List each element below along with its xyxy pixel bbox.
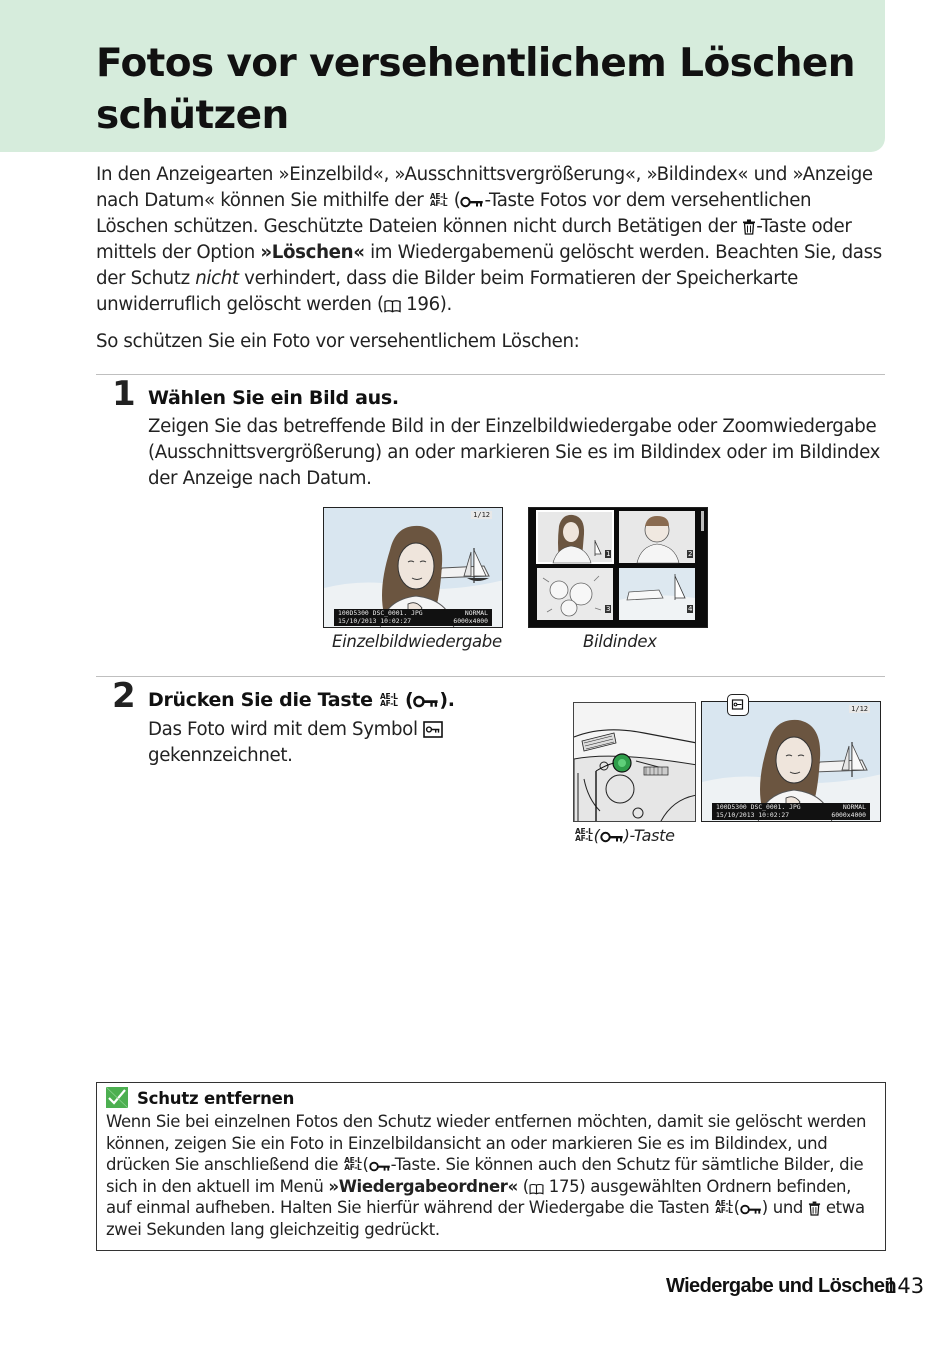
ae-l-af-l-icon: [715, 1200, 732, 1215]
intro-text: In den Anzeigearten »Einzelbild«, »Ausschnittsvergrößerung«, »Bildindex« und »Anzeige nach Datum« können Sie mithilfe der: [96, 164, 873, 211]
step-body: [148, 717, 478, 769]
intro-text: -Taste Fotos vor dem versehentlichen Löschen schützen. Geschützte Dateien können nicht durch Betätigen der: [96, 190, 812, 237]
ae-l-af-l-icon: [380, 693, 398, 708]
image-size: 6000x4000: [831, 811, 866, 819]
protect-key-icon: [413, 695, 439, 708]
caption-protect-button: AE-L AF-L( )-Taste: [575, 826, 675, 845]
file-name: 100D5300 DSC_0001. JPG: [716, 803, 801, 811]
ae-l-label: AE-L: [429, 191, 448, 201]
note-text: Wenn Sie bei einzelnen Fotos den Schutz wieder entfernen möchten, damit sie gelöscht werden können, zeigen Sie ein Foto in Einzelbildansicht an oder markieren Sie es im Bildindex, und drücken Sie anschließend die: [106, 1112, 867, 1174]
step-heading-text: Drücken Sie die Taste: [148, 689, 373, 711]
thumbnail-number: 2: [688, 550, 693, 558]
note-body: Wenn Sie bei einzelnen Fotos den Schutz wieder entfernen möchten, damit sie gelöscht werden können, zeigen Sie ein Foto in Einzelbildansicht an oder markieren Sie es im Bildindex, und drücken Sie anschließend die AE-L AF-L( -Taste. Sie können auch den Schutz für sämtliche Bilder, die sich in den aktuell im Menü »Wiedergabeordner« ( 175) ausgewählten Ordnern befinden, auf einmal aufheben. Halten Sie hierfür während der Wiedergabe die Tasten AE-L AF-L( ) und etwa zwei Sekunden lang gleichzeitig gedrückt.: [106, 1112, 867, 1239]
footer-section-title: Wiedergabe und Löschen: [666, 1275, 896, 1297]
intro-emphasis: nicht: [195, 268, 239, 289]
image-size: 6000x4000: [453, 617, 488, 625]
thumbnail-grid: [529, 508, 708, 628]
caption-single-image: Einzelbildwiedergabe: [332, 632, 502, 651]
quality-info: [831, 803, 866, 819]
page-number: 143: [884, 1274, 925, 1298]
protected-image-screen: [701, 701, 881, 822]
note-title: Schutz entfernen: [137, 1089, 295, 1108]
thumbnail-number: 1: [606, 550, 611, 558]
ae-l-af-l-icon: [575, 828, 593, 843]
protect-key-icon: [740, 1204, 762, 1215]
thumbnail-number: 4: [688, 605, 693, 613]
note-text: ) und: [761, 1198, 804, 1217]
step-divider: [96, 374, 885, 375]
timestamp: 15/10/2013 10:02:27: [716, 811, 790, 819]
af-l-label: AF-L: [429, 199, 448, 208]
trash-icon: [742, 219, 756, 235]
ae-l-af-l-icon: [344, 1157, 361, 1172]
step-number: 1: [112, 374, 136, 414]
intro-text: 196).: [406, 294, 452, 315]
ae-l-label: AE-L: [715, 1198, 733, 1208]
protected-symbol-icon: [728, 695, 747, 714]
thumbnail-number: 3: [606, 605, 611, 613]
frame-counter: 1/12: [851, 705, 868, 713]
caption-text: )-Taste: [623, 826, 675, 845]
intro-option-name: »Löschen«: [260, 242, 365, 263]
single-image-screen: [323, 507, 503, 628]
protect-key-icon: [460, 196, 484, 208]
ae-l-label: AE-L: [575, 826, 593, 836]
trash-icon: [808, 1201, 821, 1216]
af-l-label: AF-L: [344, 1163, 362, 1172]
intro-text: -Taste oder mittels der Option: [96, 216, 852, 263]
af-l-label: AF-L: [380, 699, 398, 708]
intro-paragraph: In den Anzeigearten »Einzelbild«, »Ausschnittsvergrößerung«, »Bildindex« und »Anzeige nach Datum« können Sie mithilfe der AE-L AF-L ( -Taste Fotos vor dem versehentlichen Löschen schützen. Geschützte Dateien können nicht durch Betätigen der -Taste oder mittels der Option »Löschen« im Wiedergabemenü gelöscht werden. Beachten Sie, dass der Schutz nicht verhindert, dass die Bilder beim Formatieren der Speicherkarte unwiderruflich gelöscht werden ( 196).: [96, 164, 882, 315]
camera-illustration: [573, 702, 696, 822]
note-text: etwa zwei Sekunden lang gleichzeitig gedrückt.: [106, 1198, 865, 1239]
step-heading: Wählen Sie ein Bild aus.: [148, 387, 399, 409]
step-body: Zeigen Sie das betreffende Bild in der Einzelbildwiedergabe oder Zoomwiedergabe (Ausschnittsvergrößerung) an oder markieren Sie es im Bildindex oder im Bildindex der Anzeige nach Datum.: [148, 416, 881, 489]
lead-text: So schützen Sie ein Foto vor versehentlichem Löschen:: [96, 331, 580, 352]
frame-counter: 1/12: [473, 511, 490, 519]
step-number: 2: [112, 676, 136, 716]
image-quality: NORMAL: [464, 609, 488, 617]
intro-text: im Wiedergabemenü gelöscht werden. Beachten Sie, dass der Schutz: [96, 242, 882, 289]
step-body-text: Das Foto wird mit dem Symbol: [148, 719, 418, 740]
book-reference-icon: [529, 1183, 544, 1195]
af-l-label: AF-L: [575, 834, 593, 843]
photo-info-bar: [334, 609, 492, 626]
note-menu-name: »Wiedergabeordner«: [328, 1176, 518, 1196]
step-body-text: gekennzeichnet.: [148, 745, 293, 766]
photo-info-bar: [712, 803, 870, 820]
page-title: Fotos vor versehentlichem Löschen schützen: [96, 41, 855, 138]
note-text: 175) ausgewählten Ordnern befinden, auf einmal aufheben. Halten Sie hierfür während der Wiedergabe die Tasten: [106, 1176, 852, 1217]
thumbnail-index-screen: [528, 507, 708, 628]
note-text: -Taste. Sie können auch den Schutz für sämtliche Bilder, die sich in den aktuell im Menü: [106, 1155, 864, 1196]
book-reference-icon: [384, 299, 401, 313]
protect-key-icon: [600, 831, 624, 843]
protect-indicator-callout: [727, 694, 749, 716]
step-heading-text: ).: [439, 689, 455, 711]
protected-symbol-icon: [423, 721, 443, 738]
ae-l-af-l-icon: [430, 193, 447, 208]
step-divider: [96, 676, 885, 677]
step-heading: Drücken Sie die Taste AE-L AF-L ( ).: [148, 689, 455, 711]
quality-info: [453, 609, 488, 625]
image-quality: NORMAL: [842, 803, 866, 811]
camera-back-drawing: [574, 703, 696, 822]
protect-key-icon: [369, 1161, 391, 1172]
note-box: [96, 1082, 886, 1251]
checkmark-note-icon: [106, 1087, 128, 1108]
intro-text: verhindert, dass die Bilder beim Formatieren der Speicherkarte unwiderruflich gelöscht werden (: [96, 268, 799, 315]
caption-thumbnail-index: Bildindex: [583, 632, 657, 651]
file-name: 100D5300 DSC_0001. JPG: [338, 609, 423, 617]
af-l-label: AF-L: [715, 1206, 733, 1215]
timestamp: 15/10/2013 10:02:27: [338, 617, 412, 625]
ae-l-label: AE-L: [344, 1155, 362, 1165]
ae-l-label: AE-L: [380, 691, 398, 701]
